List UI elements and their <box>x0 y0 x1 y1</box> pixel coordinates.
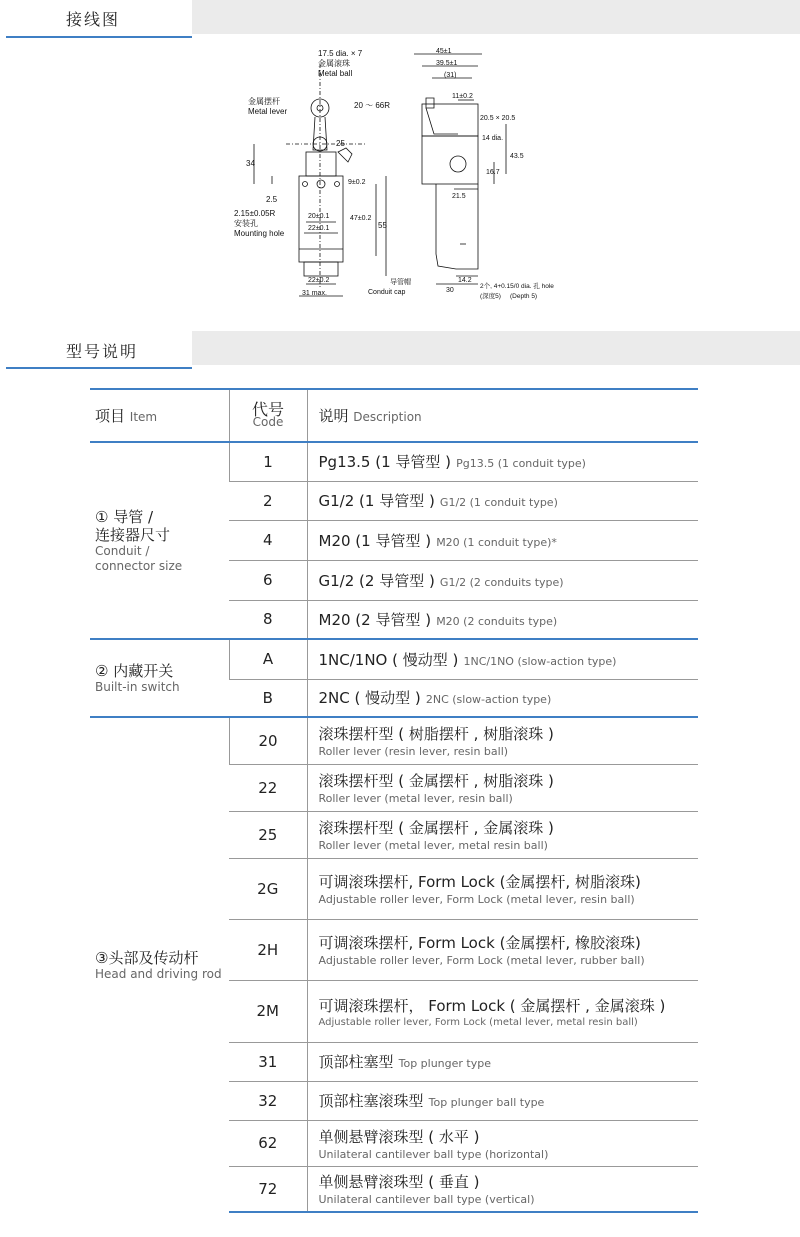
section-title: 型号说明 <box>66 342 139 361</box>
desc-cell: M20 (1 导管型 ) M20 (1 conduit type)* <box>307 520 698 560</box>
header-bar <box>192 331 800 365</box>
header-code: 代号 Code <box>229 389 307 442</box>
label-d2-5: 2.5 <box>266 195 278 204</box>
label-d11: 11±0.2 <box>452 93 473 100</box>
group-head-driving-rod: ③头部及传动杆 Head and driving rod <box>90 717 229 1212</box>
code-cell: 32 <box>229 1081 307 1120</box>
label-depth-en: (Depth 5) <box>510 293 538 300</box>
code-cell: 72 <box>229 1166 307 1212</box>
mount-hole-2 <box>335 182 340 187</box>
section-title: 接线图 <box>66 10 121 29</box>
label-hole-r: 2.15±0.05R <box>234 209 276 218</box>
label-depth-cn: (深度5) <box>480 293 501 300</box>
desc-cell: 1NC/1NO ( 慢动型 ) 1NC/1NO (slow-action type) <box>307 639 698 679</box>
header-underline <box>6 367 192 369</box>
label-d47: 47±0.2 <box>350 215 372 222</box>
head-block <box>306 152 336 176</box>
desc-cell: G1/2 (1 导管型 ) G1/2 (1 conduit type) <box>307 481 698 520</box>
group-conduit: ① 导管 / 连接器尺寸 Conduit / connector size <box>90 442 229 639</box>
desc-cell: M20 (2 导管型 ) M20 (2 conduits type) <box>307 600 698 639</box>
table-header-row <box>90 389 698 442</box>
header-bar <box>192 0 800 34</box>
side-roller <box>426 98 434 108</box>
mount-hole-1 <box>303 182 308 187</box>
desc-cell: 顶部柱塞滚珠型 Top plunger ball type <box>307 1081 698 1120</box>
code-cell: 8 <box>229 600 307 639</box>
desc-cell: 2NC ( 慢动型 ) 2NC (slow-action type) <box>307 679 698 717</box>
code-cell: 31 <box>229 1042 307 1081</box>
label-cap-en: Conduit cap <box>368 289 406 296</box>
side-head <box>422 104 478 136</box>
side-upper-body <box>422 136 478 184</box>
header-underline <box>6 36 192 38</box>
code-cell: 4 <box>229 520 307 560</box>
label-d39: 39.5±1 <box>436 60 458 67</box>
model-spec-table <box>90 388 698 1213</box>
label-d142: 14.2 <box>458 277 472 284</box>
table-row <box>90 442 698 481</box>
label-hole2: 2个, 4+0.15/0 dia. 孔 hole <box>480 283 554 290</box>
conduit-bottom <box>304 262 338 276</box>
section-header-model <box>0 331 800 369</box>
section-header-wiring <box>0 0 800 38</box>
desc-cell: Pg13.5 (1 导管型 ) Pg13.5 (1 conduit type) <box>307 442 698 481</box>
label-d22b: 22±0.2 <box>308 277 330 284</box>
label-d435: 43.5 <box>510 153 524 160</box>
label-ball-dim: 17.5 dia. × 7 <box>318 49 363 58</box>
label-cap-cn: 导管帽 <box>390 279 411 286</box>
desc-cell: 可调滚珠摆杆， Form Lock ( 金属摆杆 , 金属滚珠 ) Adjustable roller lever, Form Lock (metal lever, metal resin ball) <box>307 980 698 1042</box>
code-cell: 2 <box>229 481 307 520</box>
label-d167: 16.7 <box>486 169 500 176</box>
code-cell: 1 <box>229 442 307 481</box>
label-lever-cn: 金属摆杆 <box>248 97 280 106</box>
code-cell: 6 <box>229 560 307 600</box>
table-row <box>90 717 698 764</box>
desc-cell: 顶部柱塞型 Top plunger type <box>307 1042 698 1081</box>
dimension-drawing <box>226 44 566 312</box>
desc-cell: 滚珠摆杆型 ( 树脂摆杆 , 树脂滚珠 ) Roller lever (resin lever, resin ball) <box>307 717 698 764</box>
header-description: 说明 Description <box>307 389 698 442</box>
code-cell: 22 <box>229 764 307 811</box>
desc-cell: 单侧悬臂滚珠型 ( 垂直 ) Unilateral cantilever ball type (vertical) <box>307 1166 698 1212</box>
label-d20: 20±0.1 <box>308 213 330 220</box>
label-ball-cn: 金属滚珠 <box>318 59 350 68</box>
label-d14: 14 dia. <box>482 135 504 142</box>
label-d34: 34 <box>246 159 255 168</box>
label-d205: 20.5 × 20.5 <box>480 115 516 122</box>
label-d25: 25 <box>336 139 345 148</box>
label-hole-en: Mounting hole <box>234 229 285 238</box>
screw <box>317 180 325 188</box>
table-row <box>90 639 698 679</box>
label-d30: 30 <box>446 287 454 294</box>
code-cell: 2M <box>229 980 307 1042</box>
code-cell: 2H <box>229 919 307 980</box>
desc-cell: 可调滚珠摆杆, Form Lock (金属摆杆, 树脂滚珠) Adjustable roller lever, Form Lock (metal lever, resin ball) <box>307 858 698 919</box>
label-d215: 21.5 <box>452 193 466 200</box>
desc-cell: 单侧悬臂滚珠型 ( 水平 ) Unilateral cantilever ball type (horizontal) <box>307 1120 698 1166</box>
code-cell: A <box>229 639 307 679</box>
label-ball-en: Metal ball <box>318 69 353 78</box>
desc-cell: 可调滚珠摆杆, Form Lock (金属摆杆, 橡胶滚珠) Adjustable roller lever, Form Lock (metal lever, rubber ball) <box>307 919 698 980</box>
knob <box>338 148 352 162</box>
label-d22: 22±0.1 <box>308 225 330 232</box>
header-item: 项目 Item <box>90 389 229 442</box>
side-lever <box>426 108 458 134</box>
code-cell: 25 <box>229 811 307 858</box>
desc-cell: 滚珠摆杆型 ( 金属摆杆 , 金属滚珠 ) Roller lever (metal lever, metal resin ball) <box>307 811 698 858</box>
desc-cell: 滚珠摆杆型 ( 金属摆杆 , 树脂滚珠 ) Roller lever (metal lever, resin ball) <box>307 764 698 811</box>
side-hub <box>450 156 466 172</box>
code-cell: 2G <box>229 858 307 919</box>
label-lever-en: Metal lever <box>248 107 288 116</box>
label-hole-cn: 安装孔 <box>234 219 258 228</box>
label-d31max: 31 max. <box>302 290 327 297</box>
label-d55: 55 <box>378 221 387 230</box>
desc-cell: G1/2 (2 导管型 ) G1/2 (2 conduits type) <box>307 560 698 600</box>
label-d31p: (31) <box>444 72 457 79</box>
label-radius: 20 ～ 66R <box>354 101 391 110</box>
group-built-in-switch: ② 内藏开关 Built-in switch <box>90 639 229 717</box>
code-cell: 20 <box>229 717 307 764</box>
label-d45: 45±1 <box>436 48 452 55</box>
label-d9: 9±0.2 <box>348 179 366 186</box>
code-cell: B <box>229 679 307 717</box>
code-cell: 62 <box>229 1120 307 1166</box>
